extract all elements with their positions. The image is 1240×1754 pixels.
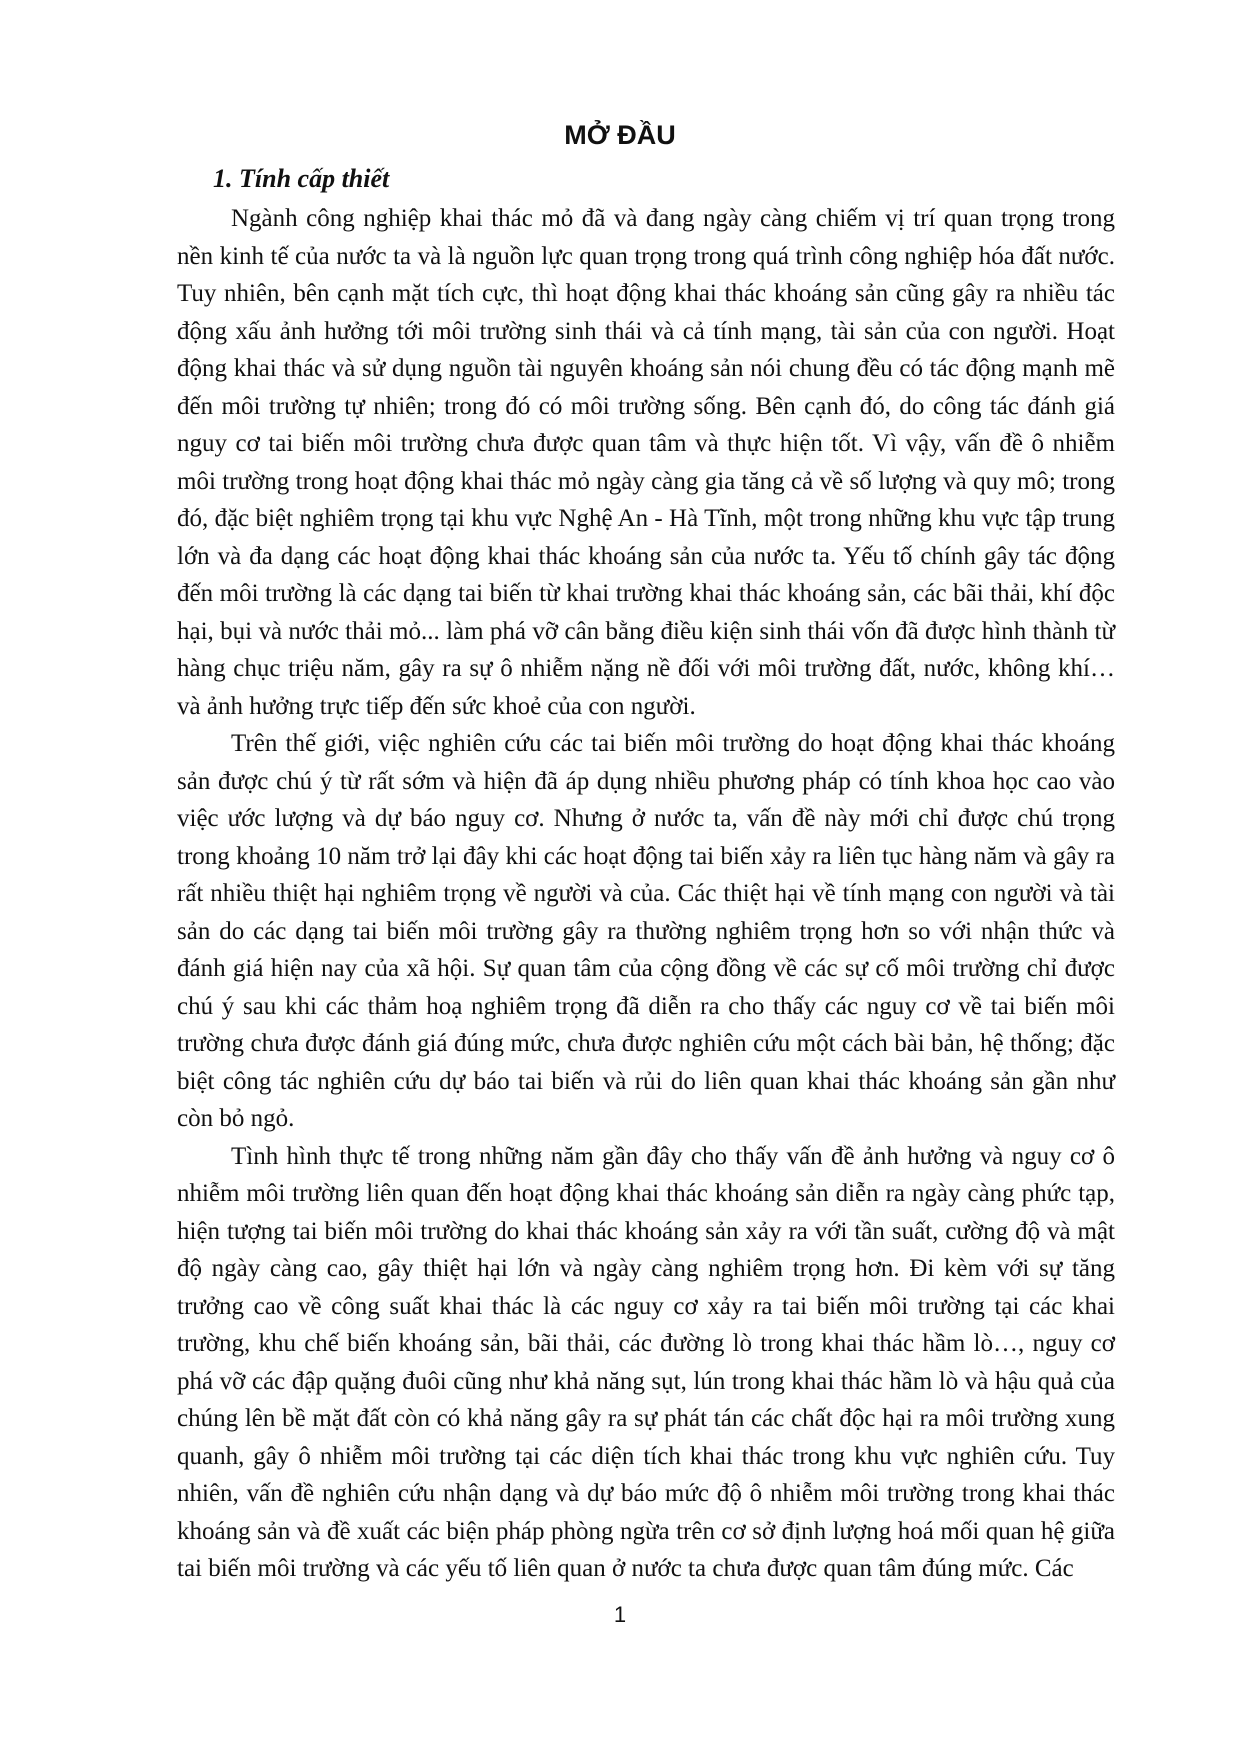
page-number: 1 (613, 1602, 627, 1627)
section-heading: 1. Tính cấp thiết (213, 164, 390, 193)
paragraph: Tình hình thực tế trong những năm gần đây cho thấy vấn đề ảnh hưởng và nguy cơ ô nhiễm môi trường liên quan đến hoạt động khai thác khoáng sản diễn ra ngày càng phức tạp, hiện tượng tai biến môi trường do khai thác khoáng sản xảy ra với tần suất, cường độ và mật độ ngày càng cao, gây thiệt hại lớn và ngày càng nghiêm trọng hơn. Đi kèm với sự tăng trưởng cao về công suất khai thác là các nguy cơ xảy ra tai biến môi trường tại các khai trường, khu chế biến khoáng sản, bãi thải, các đường lò trong khai thác hầm lò…, nguy cơ phá vỡ các đập quặng đuôi cũng như khả năng sụt, lún trong khai thác hầm lò và hậu quả của chúng lên bề mặt đất còn có khả năng gây ra sự phát tán các chất độc hại ra môi trường xung quanh, gây ô nhiễm môi trường tại các diện tích khai thác trong khu vực nghiên cứu. Tuy nhiên, vấn đề nghiên cứu nhận dạng và dự báo mức độ ô nhiễm môi trường trong khai thác khoáng sản và đề xuất các biện pháp phòng ngừa trên cơ sở định lượng hoá mối quan hệ giữa tai biến môi trường và các yếu tố liên quan ở nước ta chưa được quan tâm đúng mức. Các (177, 1142, 1115, 1582)
paragraph: Trên thế giới, việc nghiên cứu các tai biến môi trường do hoạt động khai thác khoáng sản được chú ý từ rất sớm và hiện đã áp dụng nhiều phương pháp có tính khoa học cao vào việc ước lượng và dự báo nguy cơ. Nhưng ở nước ta, vấn đề này mới chỉ được chú trọng trong khoảng 10 năm trở lại đây khi các hoạt động tai biến xảy ra liên tục hàng năm và gây ra rất nhiều thiệt hại nghiêm trọng về người và của. Các thiệt hại về tính mạng con người và tài sản do các dạng tai biến môi trường gây ra thường nghiêm trọng hơn so với nhận thức và đánh giá hiện nay của xã hội. Sự quan tâm của cộng đồng về các sự cố môi trường chỉ được chú ý sau khi các thảm hoạ nghiêm trọng đã diễn ra cho thấy các nguy cơ về tai biến môi trường chưa được đánh giá đúng mức, chưa được nghiên cứu một cách bài bản, hệ thống; đặc biệt công tác nghiên cứu dự báo tai biến và rủi do liên quan khai thác khoáng sản gần như còn bỏ ngỏ. (177, 730, 1115, 1132)
paragraph: Ngành công nghiệp khai thác mỏ đã và đang ngày càng chiếm vị trí quan trọng trong nền kinh tế của nước ta và là nguồn lực quan trọng trong quá trình công nghiệp hóa đất nước. Tuy nhiên, bên cạnh mặt tích cực, thì hoạt động khai thác khoáng sản cũng gây ra nhiều tác động xấu ảnh hưởng tới môi trường sinh thái và cả tính mạng, tài sản của con người. Hoạt động khai thác và sử dụng nguồn tài nguyên khoáng sản nói chung đều có tác động mạnh mẽ đến môi trường tự nhiên; trong đó có môi trường sống. Bên cạnh đó, do công tác đánh giá nguy cơ tai biến môi trường chưa được quan tâm và thực hiện tốt. Vì vậy, vấn đề ô nhiễm môi trường trong hoạt động khai thác mỏ ngày càng gia tăng cả về số lượng và quy mô; trong đó, đặc biệt nghiêm trọng tại khu vực Nghệ An - Hà Tĩnh, một trong những khu vực tập trung lớn và đa dạng các hoạt động khai thác khoáng sản của nước ta. Yếu tố chính gây tác động đến môi trường là các dạng tai biến từ khai trường khai thác khoáng sản, các bãi thải, khí độc hại, bụi và nước thải mỏ... làm phá vỡ cân bằng điều kiện sinh thái vốn đã được hình thành từ hàng chục triệu năm, gây ra sự ô nhiễm nặng nề đối với môi trường đất, nước, không khí… và ảnh hưởng trực tiếp đến sức khoẻ của con người. (177, 205, 1115, 720)
page-title: MỞ ĐẦU (564, 120, 676, 150)
body-text (177, 200, 1115, 1588)
